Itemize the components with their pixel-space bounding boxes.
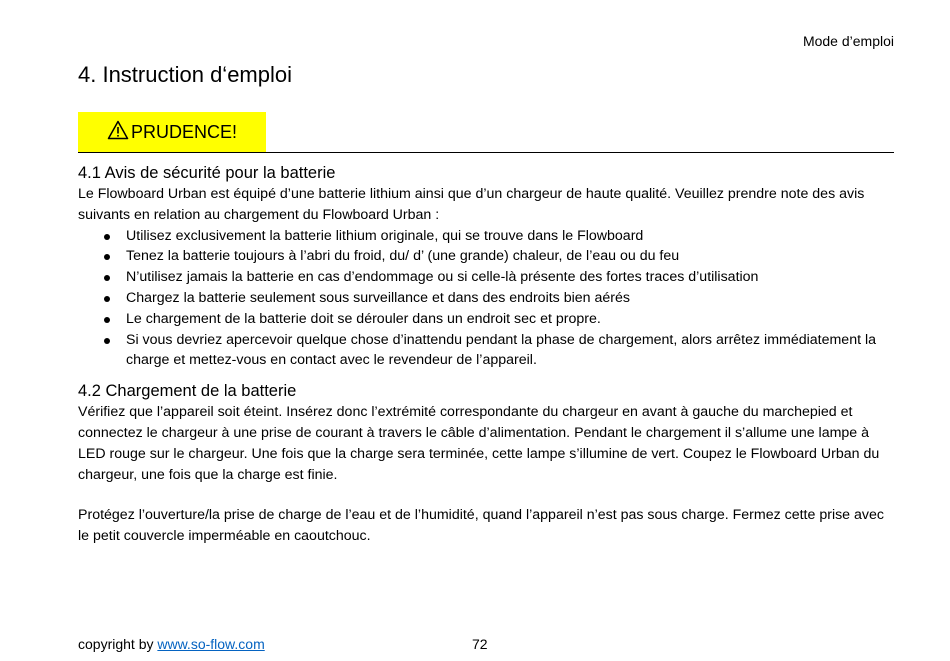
page-title: 4. Instruction d‘emploi (78, 62, 292, 87)
caution-banner (78, 112, 266, 152)
bullet-icon (104, 296, 110, 302)
main-content (78, 163, 894, 547)
header-doc-type: Mode d’emploi (802, 33, 894, 49)
section-heading-battery-safety: 4.1 Avis de sécurité pour la batterie (78, 164, 336, 182)
bullet-icon (104, 317, 110, 323)
list-item: Tenez la batterie toujours à l’abri du froid, du/ d’ (une grande) chaleur, de l’eau ou du feu (78, 246, 894, 267)
bullet-icon (104, 234, 110, 240)
website-link[interactable]: www.so-flow.com (157, 636, 265, 652)
charging-paragraph: Vérifiez que l’appareil soit éteint. Insérez donc l’extrémité correspondante du chargeur en avant à gauche du marchepied et connectez le chargeur à une prise de courant à travers le câble d’alimentation. Pendant le chargement il s’allume une lampe à LED rouge sur le chargeur. Une fois que la charge sera terminée, cette lampe s’illumine de vert. Coupez le Flowboard Urban du chargeur, une fois que la charge est finie. (78, 404, 880, 483)
caution-divider (78, 152, 894, 153)
list-item: Le chargement de la batterie doit se dérouler dans un endroit sec et propre. (78, 309, 894, 330)
copyright-text: copyright by (78, 636, 158, 652)
bullet-icon (104, 275, 110, 281)
caution-label: PRUDENCE! (130, 121, 237, 142)
list-item: Chargez la batterie seulement sous surveillance et dans des endroits bien aérés (78, 288, 894, 309)
safety-list (78, 226, 894, 372)
bullet-icon (104, 254, 110, 260)
footer-copyright (78, 636, 265, 652)
list-item: Si vous devriez apercevoir quelque chose d’inattendu pendant la phase de chargement, alors arrêtez immédiatement la charge et mettez-vous en contact avec le revendeur de l’appareil. (78, 330, 894, 372)
warning-triangle-icon (107, 120, 131, 145)
section-heading-battery-charging: 4.2 Chargement de la batterie (78, 382, 297, 401)
battery-safety-intro: Le Flowboard Urban est équipé d’une batterie lithium ainsi que d’un chargeur de haute qualité. Veuillez prendre note des avis suivants en relation au chargement du Flowboard Urban : (78, 186, 865, 223)
bullet-icon (104, 338, 110, 344)
list-item: N’utilisez jamais la batterie en cas d’endommage ou si celle-là présente des fortes traces d’utilisation (78, 267, 894, 288)
list-item: Utilisez exclusivement la batterie lithium originale, qui se trouve dans le Flowboard (78, 226, 894, 247)
page-number: 72 (472, 636, 488, 652)
protection-paragraph: Protégez l’ouverture/la prise de charge de l’eau et de l’humidité, quand l’appareil n’est pas sous charge. Fermez cette prise avec le petit couvercle imperméable en caoutchouc. (78, 507, 884, 545)
